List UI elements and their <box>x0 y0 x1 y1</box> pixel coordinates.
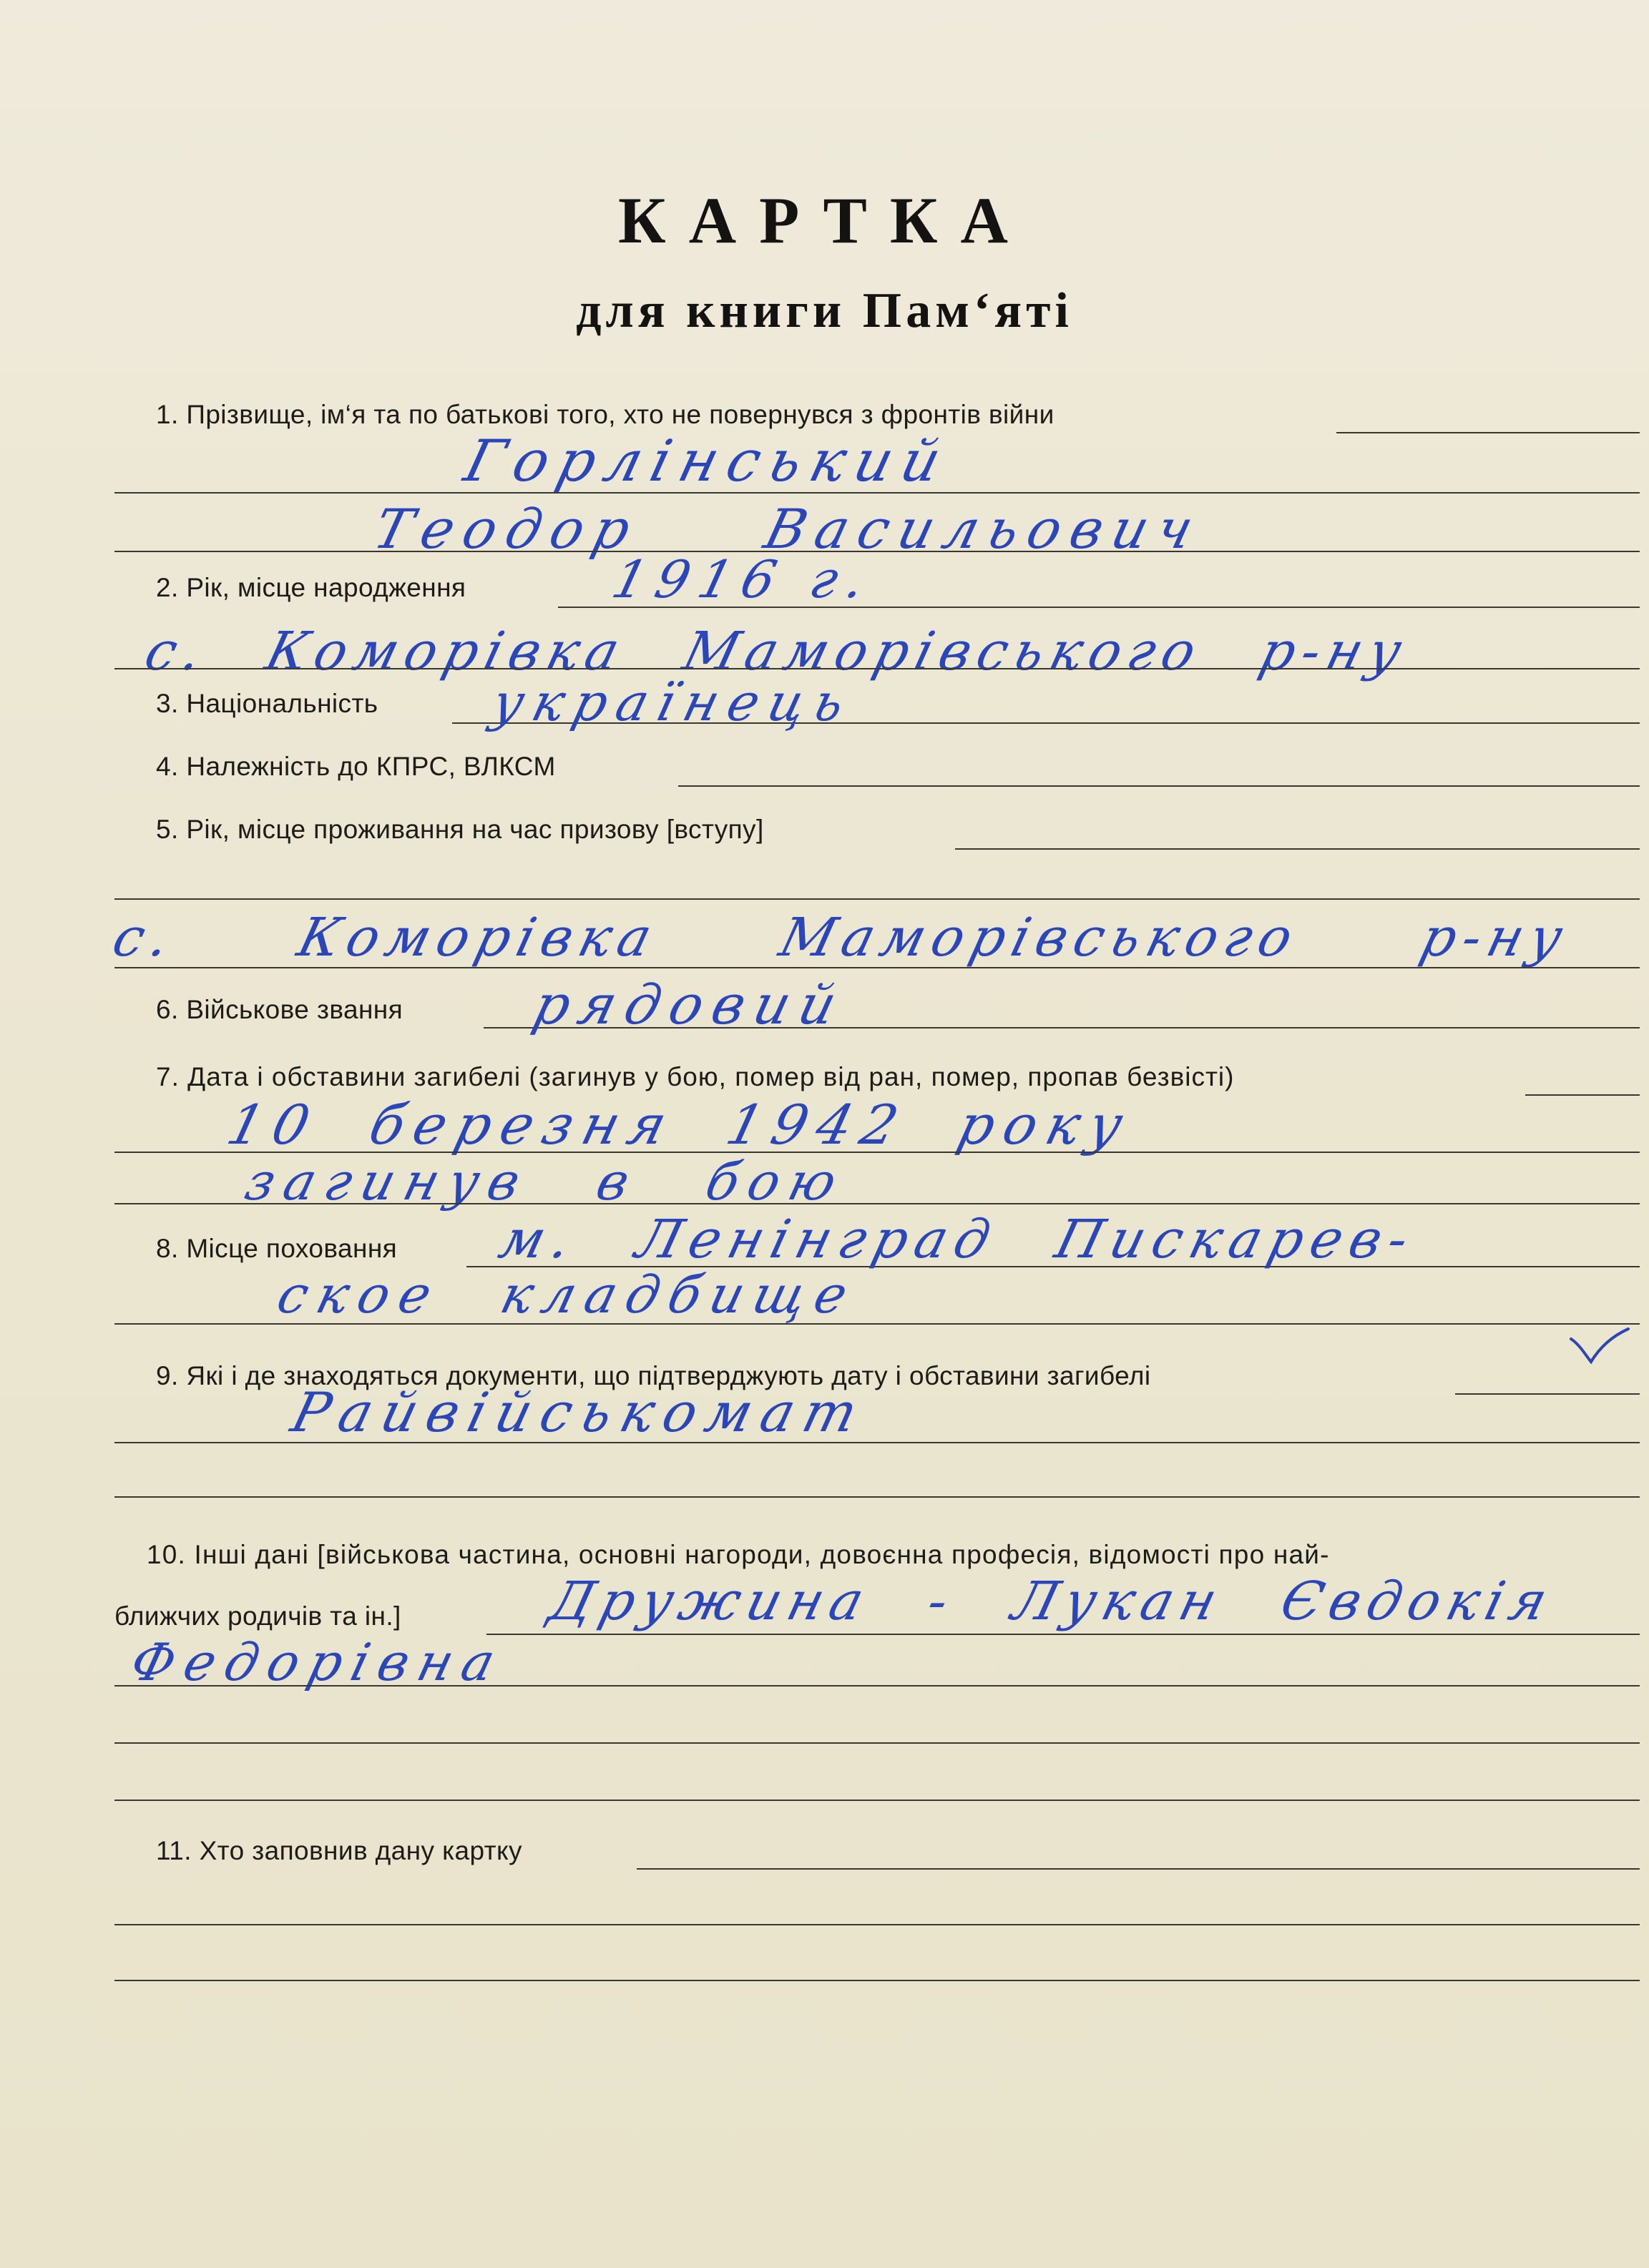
field-9-line-3 <box>114 1496 1640 1498</box>
field-10-label: 10. Інші дані [військова частина, основні нагороди, довоєнна професія, відомості про най- <box>147 1540 1330 1569</box>
field-3-value: українець <box>486 672 861 732</box>
field-7-line-3 <box>114 1203 1640 1204</box>
card-title: КАРТКА <box>618 184 1031 257</box>
field-2-value: 1916 г. <box>606 549 881 609</box>
field-11-line <box>637 1868 1640 1870</box>
field-9-label: 9. Які і де знаходяться документи, що підтверджують дату і обставини загибелі <box>156 1361 1151 1390</box>
field-1-value-2: Теодор Васильович <box>367 497 1210 561</box>
field-2-label: 2. Рік, місце народження <box>156 573 466 602</box>
field-8-value: м. Ленінград Пискарев- <box>493 1209 1423 1270</box>
field-6-label: 6. Військове звання <box>156 995 403 1024</box>
field-1-label: 1. Прізвище, ім‘я та по батькові того, хто не повернувся з фронтів війни <box>156 400 1055 429</box>
field-11-line-3 <box>114 1980 1640 1981</box>
field-9-line <box>1455 1393 1640 1395</box>
field-5-label: 5. Рік, місце проживання на час призову [вступу] <box>156 815 764 844</box>
field-7-value: 10 березня 1942 року <box>220 1093 1140 1157</box>
field-3-label: 3. Національність <box>156 689 378 718</box>
field-10-label-2: ближчих родичів та ін.] <box>114 1601 401 1631</box>
card-subtitle: для книги Пам‘яті <box>576 283 1073 338</box>
field-2-value-2: с. Коморівка Маморівського р-ну <box>139 621 1415 682</box>
field-10-value-2: Федорівна <box>124 1632 512 1692</box>
field-1-line-2 <box>114 492 1640 494</box>
field-10-value: Дружина - Лукан Євдокія <box>543 1571 1561 1632</box>
field-8-value-2: ское кладбище <box>271 1265 864 1325</box>
field-10-line <box>486 1634 1640 1635</box>
field-1-line <box>1336 432 1640 433</box>
field-4-line <box>678 785 1640 787</box>
field-11-label: 11. Хто заповнив дану картку <box>156 1836 522 1865</box>
field-11-line-2 <box>114 1924 1640 1925</box>
check-mark-icon <box>1567 1323 1631 1366</box>
field-10-line-4 <box>114 1800 1640 1801</box>
field-2-line-2 <box>114 668 1640 669</box>
field-8-label: 8. Місце поховання <box>156 1234 398 1263</box>
field-1-value: Горлінський <box>458 428 958 494</box>
field-9-line-2 <box>114 1442 1640 1443</box>
field-7-value-2: загинув в бою <box>239 1152 853 1212</box>
field-7-line <box>1525 1094 1640 1096</box>
field-10-line-2 <box>114 1685 1640 1687</box>
field-5-line-3 <box>114 967 1640 968</box>
field-4-label: 4. Належність до КПРС, ВЛКСМ <box>156 752 556 781</box>
field-8-line-2 <box>114 1323 1640 1325</box>
field-9-value: Райвійськомат <box>285 1380 874 1444</box>
field-5-line-2 <box>114 898 1640 900</box>
field-5-line <box>955 848 1640 850</box>
field-7-label: 7. Дата і обставини загибелі (загинув у бою, помер від ран, помер, пропав безвісті) <box>156 1062 1235 1091</box>
field-6-value: рядовий <box>527 973 853 1036</box>
field-10-line-3 <box>114 1742 1640 1744</box>
field-5-value: с. Коморівка Маморівського р-ну <box>107 907 1576 968</box>
